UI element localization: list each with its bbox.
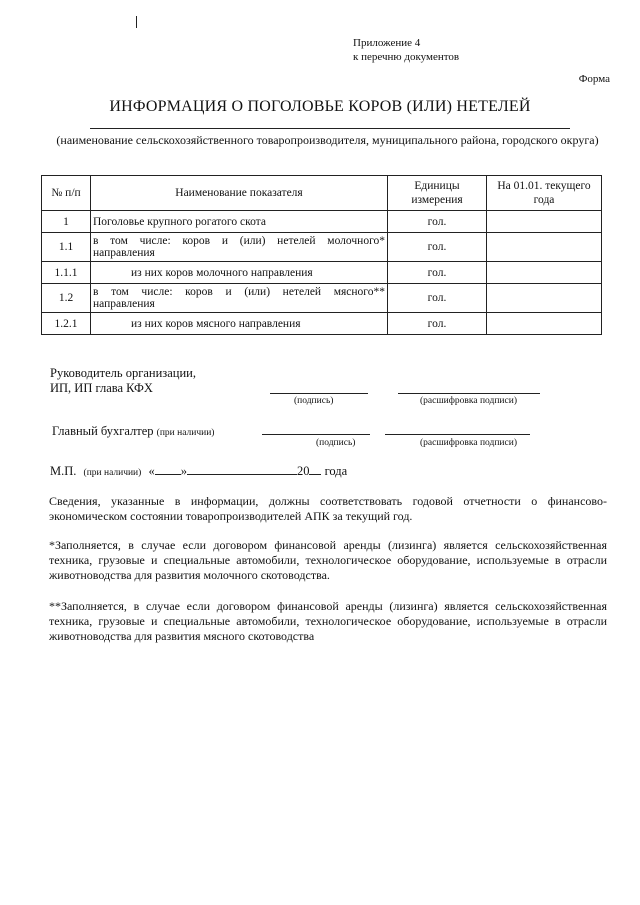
header-num: № п/п (42, 176, 91, 211)
row-num: 1 (42, 211, 91, 233)
head-label-line-2: ИП, ИП глава КФХ (50, 381, 153, 395)
table-row (42, 313, 602, 335)
accountant-if-available: (при наличии) (156, 428, 215, 438)
livestock-table (41, 175, 602, 335)
head-decoding-caption: (расшифровка подписи) (420, 396, 517, 406)
footnote-dairy: *Заполняется, в случае если договором финансовой аренды (лизинга) является сельскохозяйственная техника, грузовые и специальные автомобили, технологическое оборудование, используемые в отрасли животноводства для развития молочного скотоводства. (49, 538, 607, 582)
header-name: Наименование показателя (91, 176, 388, 211)
row-unit: гол. (388, 262, 487, 284)
head-label-line-1: Руководитель организации, (50, 366, 196, 380)
table-row (42, 233, 602, 262)
appendix-line-2: к перечню документов (353, 51, 460, 63)
row-value-cell[interactable] (487, 211, 602, 233)
table-row (42, 284, 602, 313)
date-month-field[interactable] (187, 463, 297, 475)
mp-label: М.П. (50, 464, 77, 478)
accountant-decoding-line[interactable] (385, 434, 530, 435)
year-suffix: года (324, 464, 348, 478)
date-quote-close: » (180, 464, 187, 478)
row-value-cell[interactable] (487, 313, 602, 335)
form-label: Форма (578, 73, 610, 85)
appendix-reference (353, 36, 459, 64)
year-prefix: 20 (296, 464, 310, 478)
row-name: из них коров молочного направления (91, 262, 388, 284)
footnote-meat: **Заполняется, в случае если договором финансовой аренды (лизинга) является сельскохозяйственная техника, грузовые и специальные автомобили, технологическое оборудование, используемые в отрасли животноводства для развития мясного скотоводства (49, 599, 607, 643)
head-label (50, 366, 196, 396)
row-name (91, 284, 388, 313)
table-row (42, 211, 602, 233)
row-name-line-2: направления (93, 247, 155, 259)
row-name-line-2: направления (93, 298, 155, 310)
producer-name-line[interactable] (90, 128, 570, 129)
document-title: ИНФОРМАЦИЯ О ПОГОЛОВЬЕ КОРОВ (ИЛИ) НЕТЕЛЕЙ (109, 98, 531, 115)
row-unit: гол. (388, 211, 487, 233)
row-value-cell[interactable] (487, 262, 602, 284)
date-year-field[interactable] (309, 463, 321, 475)
accountant-label (52, 424, 214, 441)
row-name (91, 233, 388, 262)
row-name-line-1: в том числе: коров и (или) нетелей мясного** (93, 286, 385, 298)
row-num: 1.1 (42, 233, 91, 262)
row-name-line-1: в том числе: коров и (или) нетелей молочного* (93, 235, 385, 247)
row-num: 1.1.1 (42, 262, 91, 284)
row-name: Поголовье крупного рогатого скота (91, 211, 388, 233)
note-paragraph: Сведения, указанные в информации, должны соответствовать годовой отчетности о финансово-экономическом состоянии товаропроизводителей АПК за текущий год. (49, 494, 607, 523)
row-unit: гол. (388, 284, 487, 313)
header-value: На 01.01. текущего года (487, 176, 602, 211)
accountant-title: Главный бухгалтер (52, 424, 154, 438)
stamp-date-row (50, 463, 347, 481)
margin-mark (136, 16, 137, 28)
head-decoding-line[interactable] (398, 393, 540, 394)
row-unit: гол. (388, 313, 487, 335)
row-unit: гол. (388, 233, 487, 262)
date-day-field[interactable] (155, 463, 181, 475)
row-value-cell[interactable] (487, 284, 602, 313)
appendix-line-1: Приложение 4 (353, 37, 421, 49)
row-num: 1.2.1 (42, 313, 91, 335)
date-quote-open: « (148, 464, 155, 478)
row-value-cell[interactable] (487, 233, 602, 262)
producer-name-caption: (наименование сельскохозяйственного товаропроизводителя, муниципального района, городского округа) (56, 133, 599, 147)
table-header-row (42, 176, 602, 211)
accountant-signature-line[interactable] (262, 434, 370, 435)
header-unit: Единицы измерения (388, 176, 487, 211)
row-name: из них коров мясного направления (91, 313, 388, 335)
accountant-decoding-caption: (расшифровка подписи) (420, 438, 517, 448)
row-num: 1.2 (42, 284, 91, 313)
head-signature-line[interactable] (270, 393, 368, 394)
table-row (42, 262, 602, 284)
mp-if-available: (при наличии) (83, 468, 142, 478)
accountant-signature-caption: (подпись) (316, 438, 356, 448)
head-signature-caption: (подпись) (294, 396, 334, 406)
